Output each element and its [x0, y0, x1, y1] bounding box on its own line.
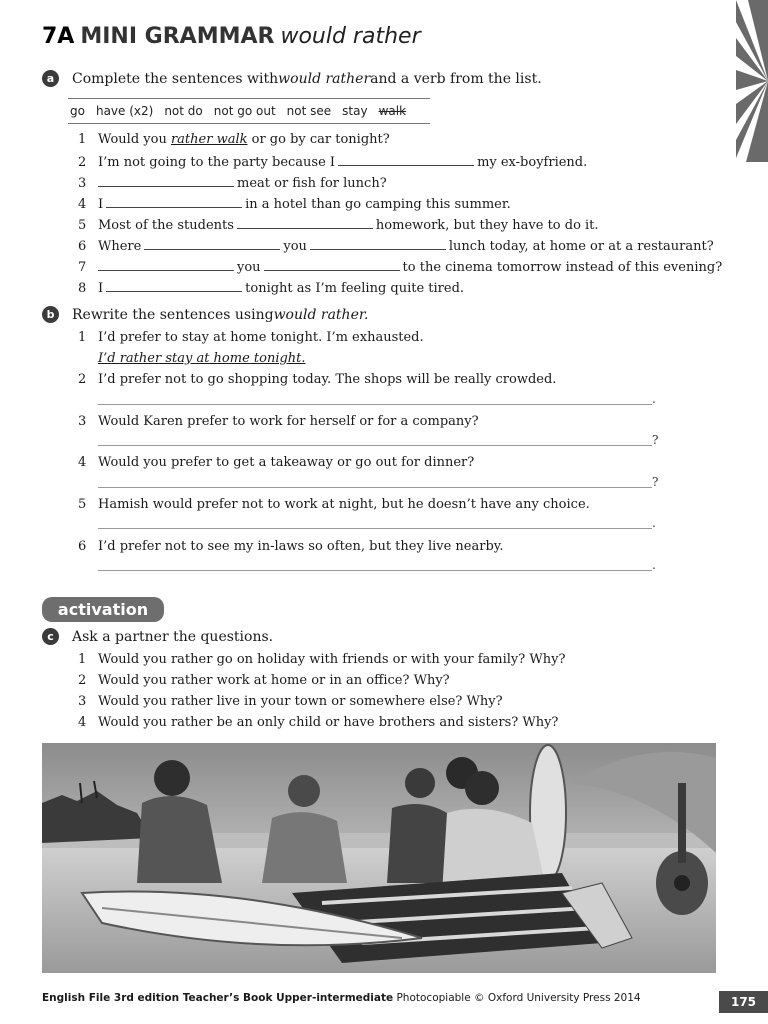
exercise-a-item-7: 7 you to the cinema tomorrow instead of this evening? — [78, 260, 723, 275]
footer-copyright: Photocopiable © Oxford University Press 2014 — [393, 992, 641, 1004]
answer-end-punctuation: ? — [652, 475, 659, 489]
answer-blank[interactable] — [338, 153, 474, 166]
word-list-item: go — [70, 104, 85, 118]
page-footer — [42, 992, 641, 1004]
answer-blank[interactable] — [98, 174, 234, 187]
answer-blank[interactable] — [264, 258, 400, 271]
exercise-a-item-8: 8 I tonight as I’m feeling quite tired. — [78, 281, 465, 296]
exercise-a-item-1: 1 Would you rather walk or go by car tonight? — [78, 132, 390, 147]
example-answer: rather walk — [170, 132, 248, 147]
answer-line[interactable] — [98, 404, 652, 405]
answer-blank[interactable] — [237, 216, 373, 229]
exercise-c-item-2: 2 Would you rather work at home or in an office? Why? — [78, 673, 450, 688]
exercise-c-instruction: c Ask a partner the questions. — [42, 628, 273, 645]
exercise-c-item-3: 3 Would you rather live in your town or somewhere else? Why? — [78, 694, 503, 709]
section-title: MINI GRAMMAR — [80, 24, 275, 49]
exercise-b-item-4: 4 Would you prefer to get a takeaway or go out for dinner? — [78, 455, 475, 470]
word-list-item-crossed: walk — [378, 104, 407, 118]
answer-line[interactable] — [98, 445, 652, 446]
exercise-a-item-5: 5 Most of the students homework, but they have to do it. — [78, 218, 599, 233]
exercise-c-item-1: 1 Would you rather go on holiday with friends or with your family? Why? — [78, 652, 566, 667]
exercise-b-badge: b — [42, 306, 59, 323]
exercise-b-item-6: 6 I’d prefer not to see my in-laws so often, but they live nearby. — [78, 539, 504, 554]
answer-line[interactable] — [98, 528, 652, 529]
exercise-c-badge: c — [42, 628, 59, 645]
exercise-b-item-1: 1 I’d prefer to stay at home tonight. I’m exhausted. — [78, 330, 424, 345]
answer-blank[interactable] — [106, 195, 242, 208]
example-model-answer: I’d rather stay at home tonight. — [98, 351, 306, 366]
answer-blank[interactable] — [144, 237, 280, 250]
beach-friends-photo — [42, 743, 716, 973]
section-subtitle: would rather — [280, 24, 421, 49]
answer-line[interactable] — [98, 487, 652, 488]
exercise-b-instruction: b Rewrite the sentences using would rather. — [42, 306, 368, 323]
answer-blank[interactable] — [310, 237, 446, 250]
word-list-item: not do — [164, 104, 203, 118]
word-list-item: have (x2) — [95, 104, 154, 118]
page-title — [42, 24, 421, 49]
exercise-a-badge: a — [42, 70, 59, 87]
exercise-a-instruction: a Complete the sentences with would rather and a verb from the list. — [42, 70, 542, 87]
exercise-b-item-3: 3 Would Karen prefer to work for herself or for a company? — [78, 414, 479, 429]
exercise-b-item-5: 5 Hamish would prefer not to work at night, but he doesn’t have any choice. — [78, 497, 590, 512]
answer-blank[interactable] — [98, 258, 234, 271]
answer-end-punctuation: . — [652, 558, 656, 572]
word-list-item: stay — [342, 104, 368, 118]
exercise-a-item-4: 4 I in a hotel than go camping this summer. — [78, 197, 511, 212]
answer-blank[interactable] — [106, 279, 242, 292]
exercise-a-item-2: 2 I’m not going to the party because I my ex-boyfriend. — [78, 155, 588, 170]
word-list-item: not see — [286, 104, 332, 118]
exercise-b-item-2: 2 I’d prefer not to go shopping today. The shops will be really crowded. — [78, 372, 557, 387]
footer-book-title: English File 3rd edition Teacher’s Book Upper-intermediate — [42, 992, 394, 1004]
activation-label: activation — [42, 597, 164, 622]
exercise-a-item-3: 3 meat or fish for lunch? — [78, 176, 387, 191]
answer-end-punctuation: . — [652, 392, 656, 406]
answer-end-punctuation: . — [652, 516, 656, 530]
sunburst-decoration — [736, 0, 768, 162]
answer-line[interactable] — [98, 570, 652, 571]
exercise-c-item-4: 4 Would you rather be an only child or have brothers and sisters? Why? — [78, 715, 559, 730]
unit-code: 7A — [42, 24, 75, 49]
exercise-a-item-6: 6 Where you lunch today, at home or at a restaurant? — [78, 239, 714, 254]
word-list-box — [68, 98, 430, 124]
page-number: 175 — [719, 991, 768, 1013]
answer-end-punctuation: ? — [652, 433, 659, 447]
word-list-item: not go out — [213, 104, 276, 118]
